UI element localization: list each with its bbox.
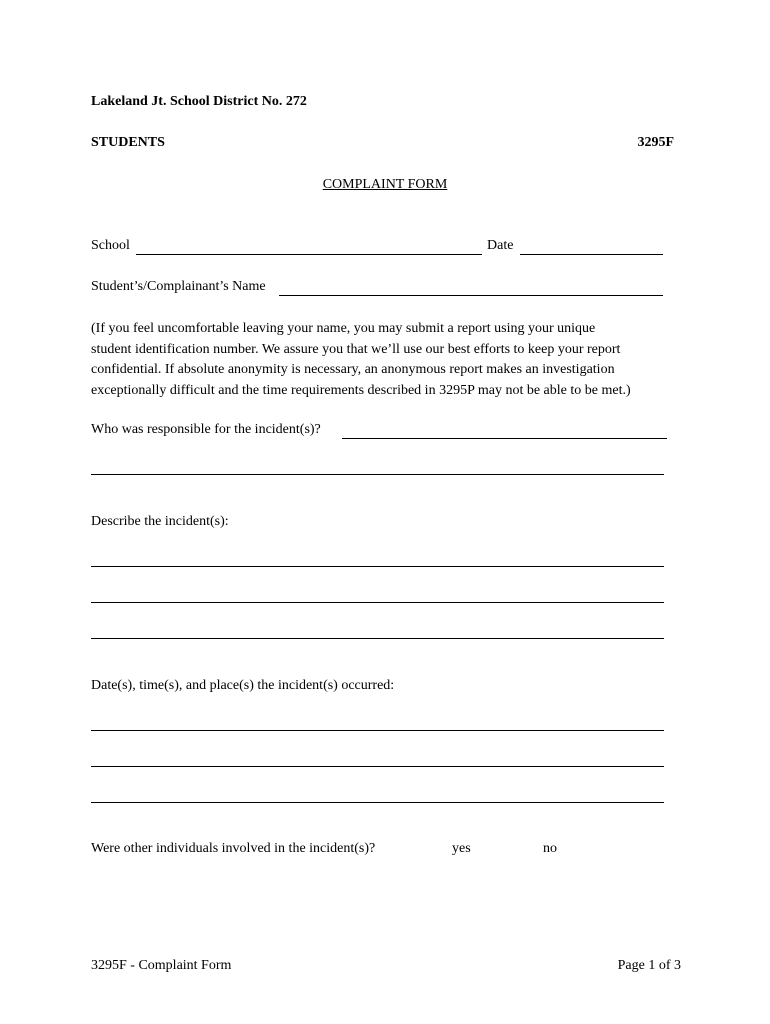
name-field[interactable] [279, 295, 663, 296]
anonymity-note-line: (If you feel uncomfortable leaving your name, you may submit a report using your unique [91, 321, 596, 336]
no-option[interactable]: no [543, 841, 557, 856]
when-where-field-line-3[interactable] [91, 802, 664, 803]
section-title: STUDENTS [91, 135, 165, 150]
anonymity-note-line: exceptionally difficult and the time requirements described in 3295P may not be able to be met.) [91, 382, 631, 398]
responsible-field-line-2[interactable] [91, 474, 664, 475]
describe-field-line-1[interactable] [91, 566, 664, 567]
describe-field-line-2[interactable] [91, 602, 664, 603]
anonymity-note [91, 319, 691, 401]
anonymity-note-line: confidential. If absolute anonymity is necessary, an anonymous report makes an investigation [91, 362, 615, 377]
anonymity-note-line: student identification number. We assure you that we’ll use our best efforts to keep your report [91, 341, 621, 357]
date-label: Date [487, 238, 514, 253]
footer-form-name: 3295F - Complaint Form [91, 958, 232, 973]
when-where-field-line-2[interactable] [91, 766, 664, 767]
others-question: Were other individuals involved in the incident(s)? [91, 841, 376, 856]
when-where-question: Date(s), time(s), and place(s) the incident(s) occurred: [91, 678, 395, 693]
name-label: Student’s/Complainant’s Name [91, 279, 266, 294]
when-where-field-line-1[interactable] [91, 730, 664, 731]
school-label: School [91, 238, 130, 253]
policy-code: 3295F [637, 135, 674, 150]
form-title: COMPLAINT FORM [322, 177, 448, 192]
responsible-field[interactable] [342, 438, 667, 439]
school-field[interactable] [136, 254, 482, 255]
footer-page-number: Page 1 of 3 [617, 958, 681, 973]
describe-field-line-3[interactable] [91, 638, 664, 639]
responsible-question: Who was responsible for the incident(s)? [91, 422, 321, 437]
date-field[interactable] [520, 254, 663, 255]
describe-question: Describe the incident(s): [91, 514, 229, 529]
yes-option[interactable]: yes [452, 841, 471, 856]
district-name: Lakeland Jt. School District No. 272 [91, 94, 307, 109]
